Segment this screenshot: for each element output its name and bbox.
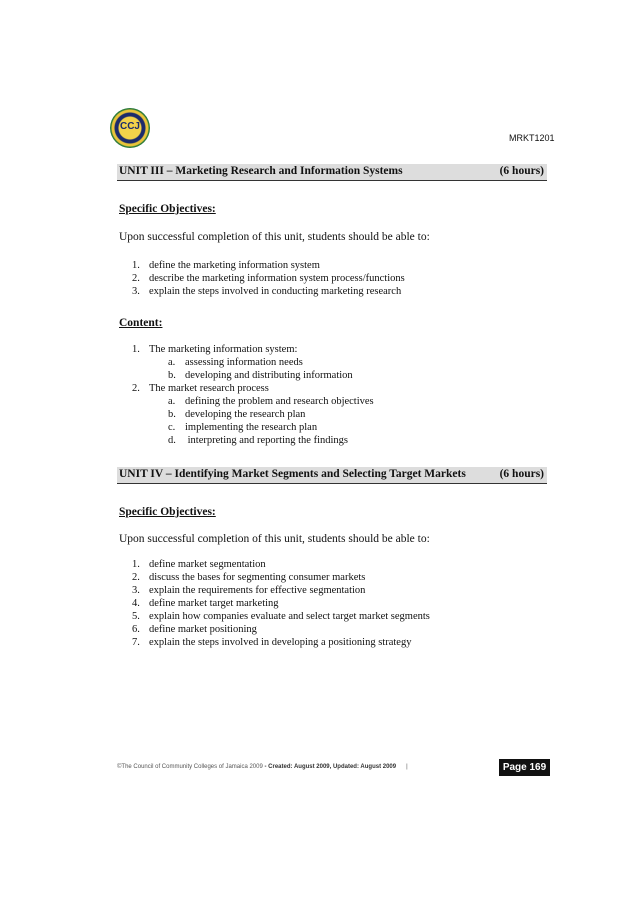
list-marker: d.: [168, 435, 176, 446]
list-marker: 2.: [132, 273, 140, 284]
list-text: implementing the research plan: [185, 422, 318, 433]
list-text: describe the marketing information system process/functions: [149, 273, 405, 284]
unit3-content-list: [132, 343, 374, 447]
list-item: [132, 610, 430, 623]
list-marker: c.: [168, 422, 176, 433]
unit3-title: UNIT III – Marketing Research and Information Systems: [119, 165, 403, 177]
list-marker: 5.: [132, 611, 140, 622]
list-marker: 3.: [132, 585, 140, 596]
list-item: [132, 636, 430, 649]
list-text: interpreting and reporting the findings: [185, 435, 349, 446]
list-item: [132, 408, 374, 421]
list-item: [132, 395, 374, 408]
list-text: define the marketing information system: [149, 260, 320, 271]
course-code: MRKT1201: [509, 133, 555, 143]
list-marker: 2.: [132, 572, 140, 583]
unit4-hours: (6 hours): [499, 468, 544, 480]
list-item: [132, 369, 374, 382]
list-text: define market target marketing: [149, 598, 279, 609]
list-marker: 4.: [132, 598, 140, 609]
logo-text: CCJ: [119, 121, 140, 132]
list-text: assessing information needs: [185, 357, 303, 368]
list-marker: b.: [168, 370, 176, 381]
list-item: [132, 259, 405, 272]
list-text: define market positioning: [149, 624, 257, 635]
list-marker: 1.: [132, 344, 140, 355]
list-item: [132, 285, 405, 298]
unit4-objectives-list: [132, 558, 430, 649]
list-text: The marketing information system:: [149, 344, 298, 355]
unit4-intro: Upon successful completion of this unit, students should be able to:: [119, 533, 430, 545]
unit4-objectives-heading: Specific Objectives:: [119, 506, 216, 518]
unit3-title-bar: [117, 164, 547, 181]
list-item: [132, 571, 430, 584]
list-text: explain the steps involved in conducting marketing research: [149, 286, 402, 297]
list-text: explain the steps involved in developing a positioning strategy: [149, 637, 412, 648]
unit3-objectives-heading: Specific Objectives:: [119, 203, 216, 215]
council-logo: [110, 108, 150, 148]
list-item: [132, 434, 374, 447]
list-text: explain the requirements for effective segmentation: [149, 585, 366, 596]
list-item: [132, 272, 405, 285]
unit3-content-heading: Content:: [119, 317, 163, 329]
list-item: [132, 584, 430, 597]
list-text: developing and distributing information: [185, 370, 353, 381]
list-item: [132, 421, 374, 434]
list-marker: 2.: [132, 383, 140, 394]
unit3-intro: Upon successful completion of this unit, students should be able to:: [119, 231, 430, 243]
list-marker: b.: [168, 409, 176, 420]
footer-separator: |: [406, 764, 408, 770]
list-text: explain how companies evaluate and select target market segments: [149, 611, 430, 622]
list-item: [132, 623, 430, 636]
list-item: [132, 597, 430, 610]
unit4-title: UNIT IV – Identifying Market Segments and Selecting Target Markets: [119, 468, 466, 480]
unit4-title-bar: [117, 467, 547, 484]
footer-dates: - Created: August 2009, Updated: August 2009: [264, 764, 397, 770]
list-text: The market research process: [149, 383, 269, 394]
footer-text: [117, 764, 408, 770]
list-item: [132, 382, 374, 395]
list-text: define market segmentation: [149, 559, 266, 570]
unit3-hours: (6 hours): [499, 165, 544, 177]
list-marker: 3.: [132, 286, 140, 297]
list-item: [132, 356, 374, 369]
list-item: [132, 558, 430, 571]
list-marker: 1.: [132, 559, 140, 570]
unit3-objectives-list: [132, 259, 405, 298]
list-marker: 6.: [132, 624, 140, 635]
list-marker: 7.: [132, 637, 140, 648]
list-item: [132, 343, 374, 356]
list-text: defining the problem and research objectives: [185, 396, 374, 407]
list-text: discuss the bases for segmenting consumer markets: [149, 572, 366, 583]
footer-copyright: ©The Council of Community Colleges of Jamaica 2009: [117, 764, 263, 770]
list-marker: a.: [168, 357, 176, 368]
list-marker: a.: [168, 396, 176, 407]
page-number: Page 169: [499, 759, 550, 776]
list-text: developing the research plan: [185, 409, 306, 420]
list-marker: 1.: [132, 260, 140, 271]
